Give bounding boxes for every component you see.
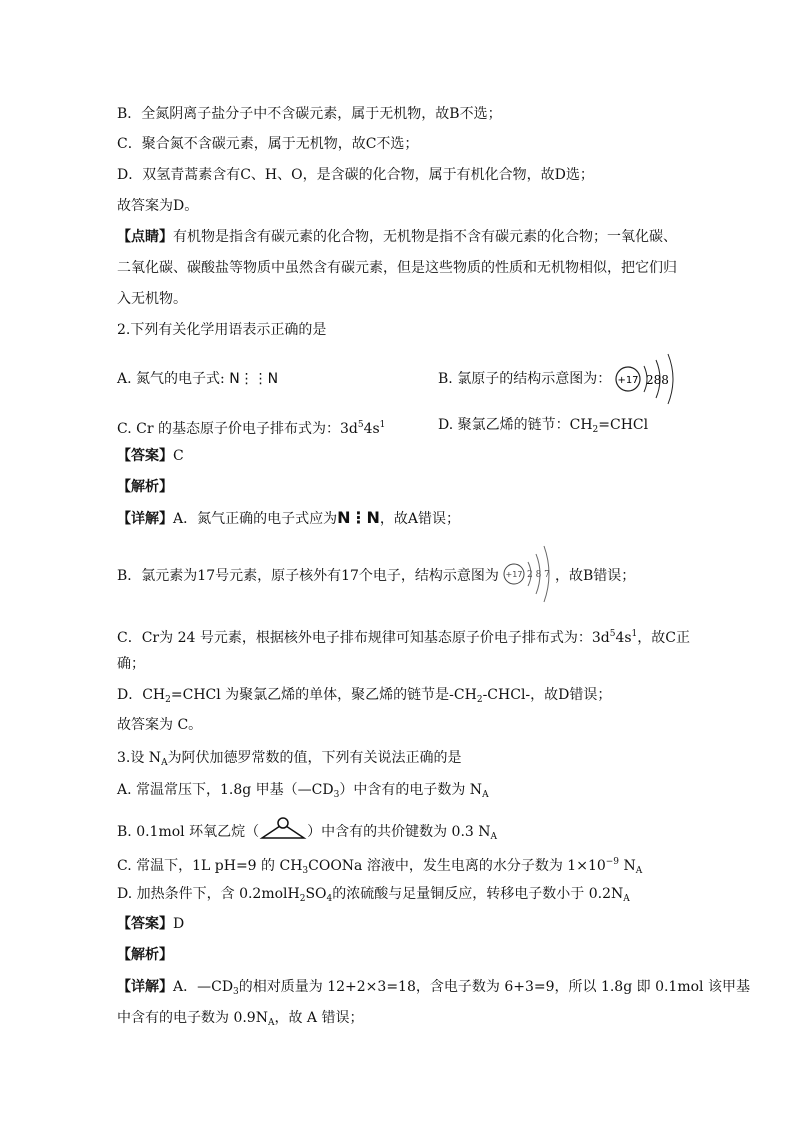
q2-detail-b xyxy=(117,567,499,585)
q3-detail-a-mid: 的相对质量为 12+2×3=18，含电子数为 6+3=9，所以 1.8g 即 0.1mol 该甲基 xyxy=(238,979,750,995)
q2-answer-value: C xyxy=(173,448,184,464)
intro-line-d: D．双氢青蒿素含有C、H、O，是含碳的化合物，属于有机化合物，故D选； xyxy=(117,167,594,183)
q2-option-d-sub: 2 xyxy=(592,425,599,435)
q2-detail-c-text: C．Cr为 24 号元素，根据核外电子排布规律可知基态原子价电子排布式为：3d xyxy=(117,630,610,646)
q2-detail-c-sup1: 5 xyxy=(609,629,616,639)
q2-answer-tag: 【答案】 xyxy=(117,448,173,464)
q3-detail-a2-pre: 中含有的电子数为 0.9N xyxy=(117,1010,268,1026)
q2-option-c-mid: 4s xyxy=(363,421,380,437)
q2-detail-c-end: ，故C正 xyxy=(637,630,690,646)
q3-option-d-mid: SO xyxy=(305,886,327,902)
chlorine-atom-diagram xyxy=(610,352,680,408)
q3-option-a xyxy=(117,781,489,804)
q2-stem: 2.下列有关化学用语表示正确的是 xyxy=(117,322,327,338)
q3-option-c-sub2: A xyxy=(635,866,643,876)
q3-option-d xyxy=(117,885,630,908)
q2-option-b xyxy=(438,370,611,388)
q3-stem xyxy=(117,749,462,772)
q2-option-c-text: C. Cr 的基态原子价电子排布式为：3d xyxy=(117,421,358,437)
q3-detail-a2-end: ，故 A 错误； xyxy=(274,1010,364,1026)
q2-detail-d-sub2: 2 xyxy=(476,695,483,705)
chlorine-nucleus: +17 xyxy=(617,375,639,386)
q2-detail-a xyxy=(117,509,460,528)
q3-option-d-sub: 2 xyxy=(299,894,306,904)
q2-conclusion: 故答案为 C。 xyxy=(117,717,203,733)
q3-option-b-pre: B. 0.1mol 环氧乙烷（ xyxy=(117,824,260,840)
q2-detail-a-end: ，故A错误； xyxy=(379,511,461,527)
q2-option-a-formula: N⋮⋮N xyxy=(229,371,279,387)
q3-stem-sub: A xyxy=(161,758,168,768)
q2-detail-d-pre: D．CH xyxy=(117,687,166,703)
chlorine-nucleus-2: +17 xyxy=(505,570,523,579)
q3-option-d-pre: D. 加热条件下，含 0.2molH xyxy=(117,886,300,902)
q3-option-c-mid: COONa 溶液中，发生电离的水分子数为 1×10 xyxy=(308,858,606,874)
q2-detail-d-end: -CHCl-，故D错误； xyxy=(482,687,612,703)
q2-option-c-sup2: 1 xyxy=(379,420,386,430)
q3-detail-a-sub: 3 xyxy=(233,987,239,997)
q2-option-d-text: D. 聚氯乙烯的链节：CH xyxy=(438,417,593,433)
q3-answer-value: D xyxy=(173,916,185,932)
q2-option-d xyxy=(438,416,648,439)
q2-option-b-label: B. 氯原子的结构示意图为： xyxy=(438,371,612,387)
q3-detail-tag: 【详解】 xyxy=(117,979,173,995)
q3-option-d-sub2: 4 xyxy=(326,894,333,904)
tip-text-1: 有机物是指含有碳元素的化合物，无机物是指不含有碳元素的化合物；一氧化碳、 xyxy=(173,229,677,245)
q3-detail-a-pre: A．—CD xyxy=(173,979,234,995)
chlorine-atom-diagram-2 xyxy=(500,542,554,606)
tip-line-1 xyxy=(117,228,677,246)
q2-option-a-label: A. 氮气的电子式: xyxy=(117,371,225,387)
q3-stem-pre: 3.设 N xyxy=(117,750,162,766)
q3-option-b-end: ）中含有的共价键数为 0.3 N xyxy=(307,824,491,840)
q3-option-a-pre: A. 常温常压下，1.8g 甲基（—CD xyxy=(117,782,334,798)
intro-line-c: C．聚合氮不含碳元素，属于无机物，故C不选； xyxy=(117,136,419,152)
q2-option-c-sup1: 5 xyxy=(357,420,364,430)
intro-answer: 故答案为D。 xyxy=(117,198,199,214)
q2-detail-c-sup2: 1 xyxy=(631,629,638,639)
q2-detail-d-mid: =CHCl 为聚氯乙烯的单体，聚乙烯的链节是-CH xyxy=(170,687,477,703)
q3-option-c-end: N xyxy=(619,858,636,874)
q3-option-a-sub: 3 xyxy=(333,790,340,800)
q2-analysis-tag: 【解析】 xyxy=(117,479,173,495)
ethylene-oxide-icon xyxy=(259,816,307,842)
tip-line-3: 入无机物。 xyxy=(117,291,187,307)
q2-option-c xyxy=(117,416,385,438)
intro-line-b: B．全氮阴离子盐分子中不含碳元素，属于无机物，故B不选； xyxy=(117,106,502,122)
tip-line-2: 二氧化碳、碳酸盐等物质中虽然含有碳元素，但是这些物质的性质和无机物相似，把它们归 xyxy=(117,260,677,276)
q3-option-d-end: 的浓硫酸与足量铜反应，转移电子数小于 0.2N xyxy=(332,886,624,902)
q2-detail-a-text: A．氮气正确的电子式应为 xyxy=(173,511,338,527)
q2-detail-b-end: ，故B错误； xyxy=(555,568,636,584)
q3-analysis-tag: 【解析】 xyxy=(117,947,173,963)
q3-option-c-pre: C. 常温下，1L pH=9 的 CH xyxy=(117,858,303,874)
q2-detail-c-mid: 4s xyxy=(615,630,632,646)
q2-detail-a-formula: N⋮N xyxy=(337,508,380,527)
q2-detail-d xyxy=(117,686,611,709)
q2-detail-c xyxy=(117,625,690,647)
q3-answer xyxy=(117,915,184,933)
q3-option-d-sub3: A xyxy=(623,894,630,904)
q2-option-d-end: =CHCl xyxy=(598,417,649,433)
chlorine-shells: 288 xyxy=(646,373,669,387)
q3-option-a-sub2: A xyxy=(482,790,489,800)
q3-option-c-sup: −9 xyxy=(605,857,620,867)
q2-detail-tag: 【详解】 xyxy=(117,511,173,527)
q3-detail-a-line2 xyxy=(117,1009,363,1032)
q2-detail-c-line2: 确； xyxy=(117,656,145,672)
q3-option-b xyxy=(117,816,497,846)
q3-option-a-mid: ）中含有的电子数为 N xyxy=(339,782,483,798)
q3-detail-a2-sub: A xyxy=(267,1018,275,1028)
q3-answer-tag: 【答案】 xyxy=(117,916,173,932)
q3-stem-end: 为阿伏加德罗常数的值，下列有关说法正确的是 xyxy=(167,750,462,766)
q2-option-a xyxy=(117,370,278,388)
q3-option-c xyxy=(117,853,642,880)
q2-detail-b-text: B．氯元素为17号元素，原子核外有17个电子，结构示意图为 xyxy=(117,568,499,584)
q3-option-c-sub: 3 xyxy=(302,866,309,876)
q3-option-b-sub: A xyxy=(490,832,498,842)
q3-detail-a xyxy=(117,978,750,1001)
tip-tag: 【点睛】 xyxy=(117,229,173,245)
chlorine-shells-2: 2 8 7 xyxy=(527,570,550,580)
q2-detail-d-sub: 2 xyxy=(165,695,171,705)
q2-answer xyxy=(117,447,184,465)
